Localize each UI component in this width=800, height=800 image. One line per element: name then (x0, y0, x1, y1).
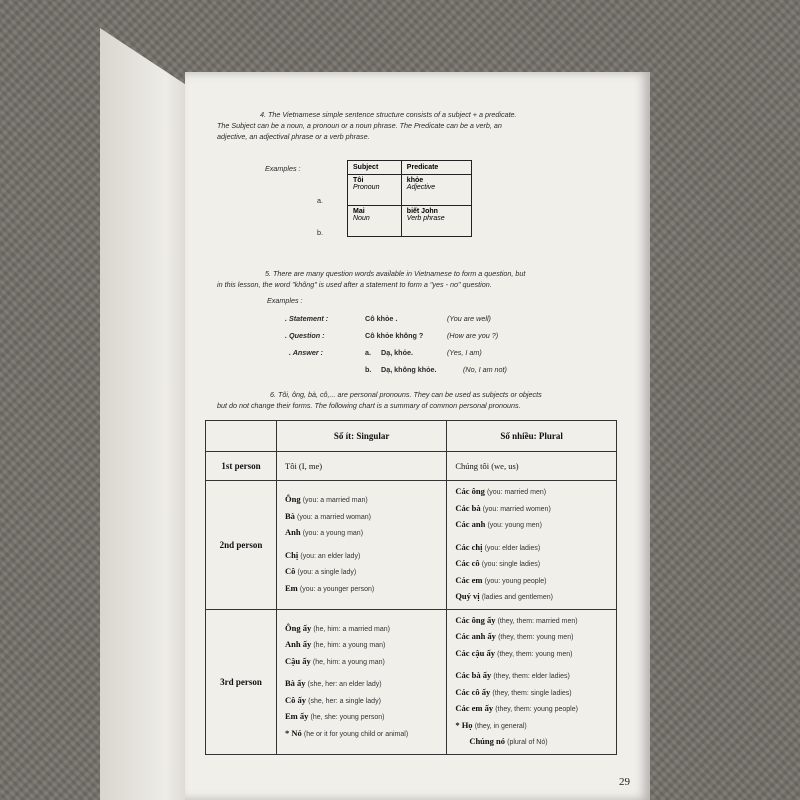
list-item: Các anh ấy (they, them: young men) (455, 631, 574, 641)
para5-line1: 5. There are many question words available in Vietnamese to form a question, but (265, 269, 526, 278)
answer-a-gloss: (Yes, I am) (447, 348, 482, 357)
statement-label: . Statement : (285, 314, 329, 323)
row-b-marker: b. (317, 228, 323, 237)
page-number: 29 (619, 776, 630, 788)
list-item: Cô ấy (she, her: a single lady) (285, 694, 381, 705)
para4-line1: 4. The Vietnamese simple sentence structure consists of a subject + a predicate. (260, 110, 517, 119)
list-item: Cô (you: a single lady) (285, 566, 357, 577)
list-item: Các anh (you: young men) (455, 519, 542, 529)
second-singular-cell (277, 481, 447, 610)
examples5-label: Examples : (267, 296, 303, 305)
para5-line2: in this lesson, the word "không" is used after a statement to form a "yes - no" question. (217, 280, 492, 289)
table-row (206, 452, 617, 481)
subject-cell (348, 175, 402, 206)
list-item: * Nó (he or it for young child or animal) (285, 727, 409, 738)
para4-line3: adjective, an adjectival phrase or a verb phrase. (217, 132, 370, 141)
list-item: Anh (you: a young man) (285, 527, 364, 538)
list-item: Bà (you: a married woman) (285, 510, 371, 521)
answer-a-text: Dạ, khỏe. (381, 348, 413, 357)
answer-b-marker: b. (365, 365, 372, 374)
answer-b-gloss: (No, I am not) (463, 365, 507, 374)
list-item: Anh ấy (he, him: a young man) (285, 639, 386, 650)
table-row (206, 481, 617, 610)
book-page (185, 72, 650, 800)
singular-header: Số ít: Singular (277, 421, 447, 452)
question-gloss: (How are you ?) (447, 331, 499, 340)
list-item: Em ấy (he, she: young person) (285, 711, 385, 722)
list-item: Chúng nó (plural of Nó) (469, 736, 548, 746)
first-plural-cell: Chúng tôi (we, us) (447, 452, 617, 481)
statement-text: Cô khỏe . (365, 314, 398, 323)
answer-b-text: Dạ, không khỏe. (381, 365, 437, 374)
subject-header: Subject (348, 161, 402, 175)
second-person-label: 2nd person (206, 481, 277, 610)
list-item: Quý vị (ladies and gentlemen) (455, 591, 553, 601)
list-item: Ông (you: a married man) (285, 494, 368, 505)
predicate-word: khỏe (406, 177, 424, 184)
question-text: Cô khỏe không ? (365, 331, 424, 340)
para4-line2: The Subject can be a noun, a pronoun or a noun phrase. The Predicate can be a verb, an (217, 121, 502, 130)
list-item: Các em (you: young people) (455, 574, 547, 585)
list-item: Các ông ấy (they, them: married men) (455, 614, 578, 625)
answer-label: . Answer : (289, 348, 324, 357)
subject-predicate-table (347, 160, 472, 237)
predicate-type: Adjective (406, 184, 436, 191)
predicate-cell (401, 206, 471, 237)
predicate-cell (401, 175, 471, 206)
list-item: Các cậu ấy (they, them: young men) (455, 647, 573, 658)
list-item: Em (you: a younger person) (285, 582, 375, 593)
predicate-type: Verb phrase (406, 215, 445, 222)
examples-label: Examples : (265, 164, 301, 173)
para6-line2: but do not change their forms. The following chart is a summary of common personal pronouns. (217, 401, 521, 410)
subject-cell (348, 206, 402, 237)
question-label: . Question : (285, 331, 325, 340)
list-item: Cậu ấy (he, him: a young man) (285, 655, 385, 666)
list-item: * Họ (they, in general) (455, 719, 527, 730)
list-item: Các cô (you: single ladies) (455, 558, 541, 568)
first-singular-cell: Tôi (I, me) (277, 452, 447, 481)
corner-cell (206, 421, 277, 452)
subject-type: Noun (353, 215, 370, 222)
predicate-header: Predicate (401, 161, 471, 175)
plural-header: Số nhiều: Plural (447, 421, 617, 452)
list-item: Chị (you: an elder lady) (285, 549, 361, 560)
list-item: Các cô ấy (they, them: single ladies) (455, 686, 572, 697)
subject-word: Tôi (353, 177, 364, 184)
list-item: Ông ấy (he, him: a married man) (285, 622, 390, 633)
list-item: Các chị (you: elder ladies) (455, 541, 541, 552)
third-person-label: 3rd person (206, 609, 277, 754)
table-row (206, 609, 617, 754)
first-person-label: 1st person (206, 452, 277, 481)
subject-word: Mai (353, 208, 365, 215)
subject-type: Pronoun (353, 184, 380, 191)
list-item: Các bà (you: married women) (455, 502, 551, 513)
pronoun-table (205, 420, 617, 755)
third-singular-cell (277, 609, 447, 754)
statement-gloss: (You are well) (447, 314, 491, 323)
list-item: Các ông (you: married men) (455, 486, 547, 496)
list-item: Bà ấy (she, her: an elder lady) (285, 678, 382, 689)
predicate-word: biết John (406, 208, 438, 215)
third-plural-cell (447, 609, 617, 754)
table-row (348, 175, 472, 206)
table-row (348, 206, 472, 237)
second-plural-cell (447, 481, 617, 610)
list-item: Các em ấy (they, them: young people) (455, 703, 578, 713)
row-a-marker: a. (317, 196, 323, 205)
answer-a-marker: a. (365, 348, 371, 357)
para6-line1: 6. Tôi, ông, bà, cô,... are personal pronouns. They can be used as subjects or objects (270, 390, 542, 399)
list-item: Các bà ấy (they, them: elder ladies) (455, 670, 570, 680)
